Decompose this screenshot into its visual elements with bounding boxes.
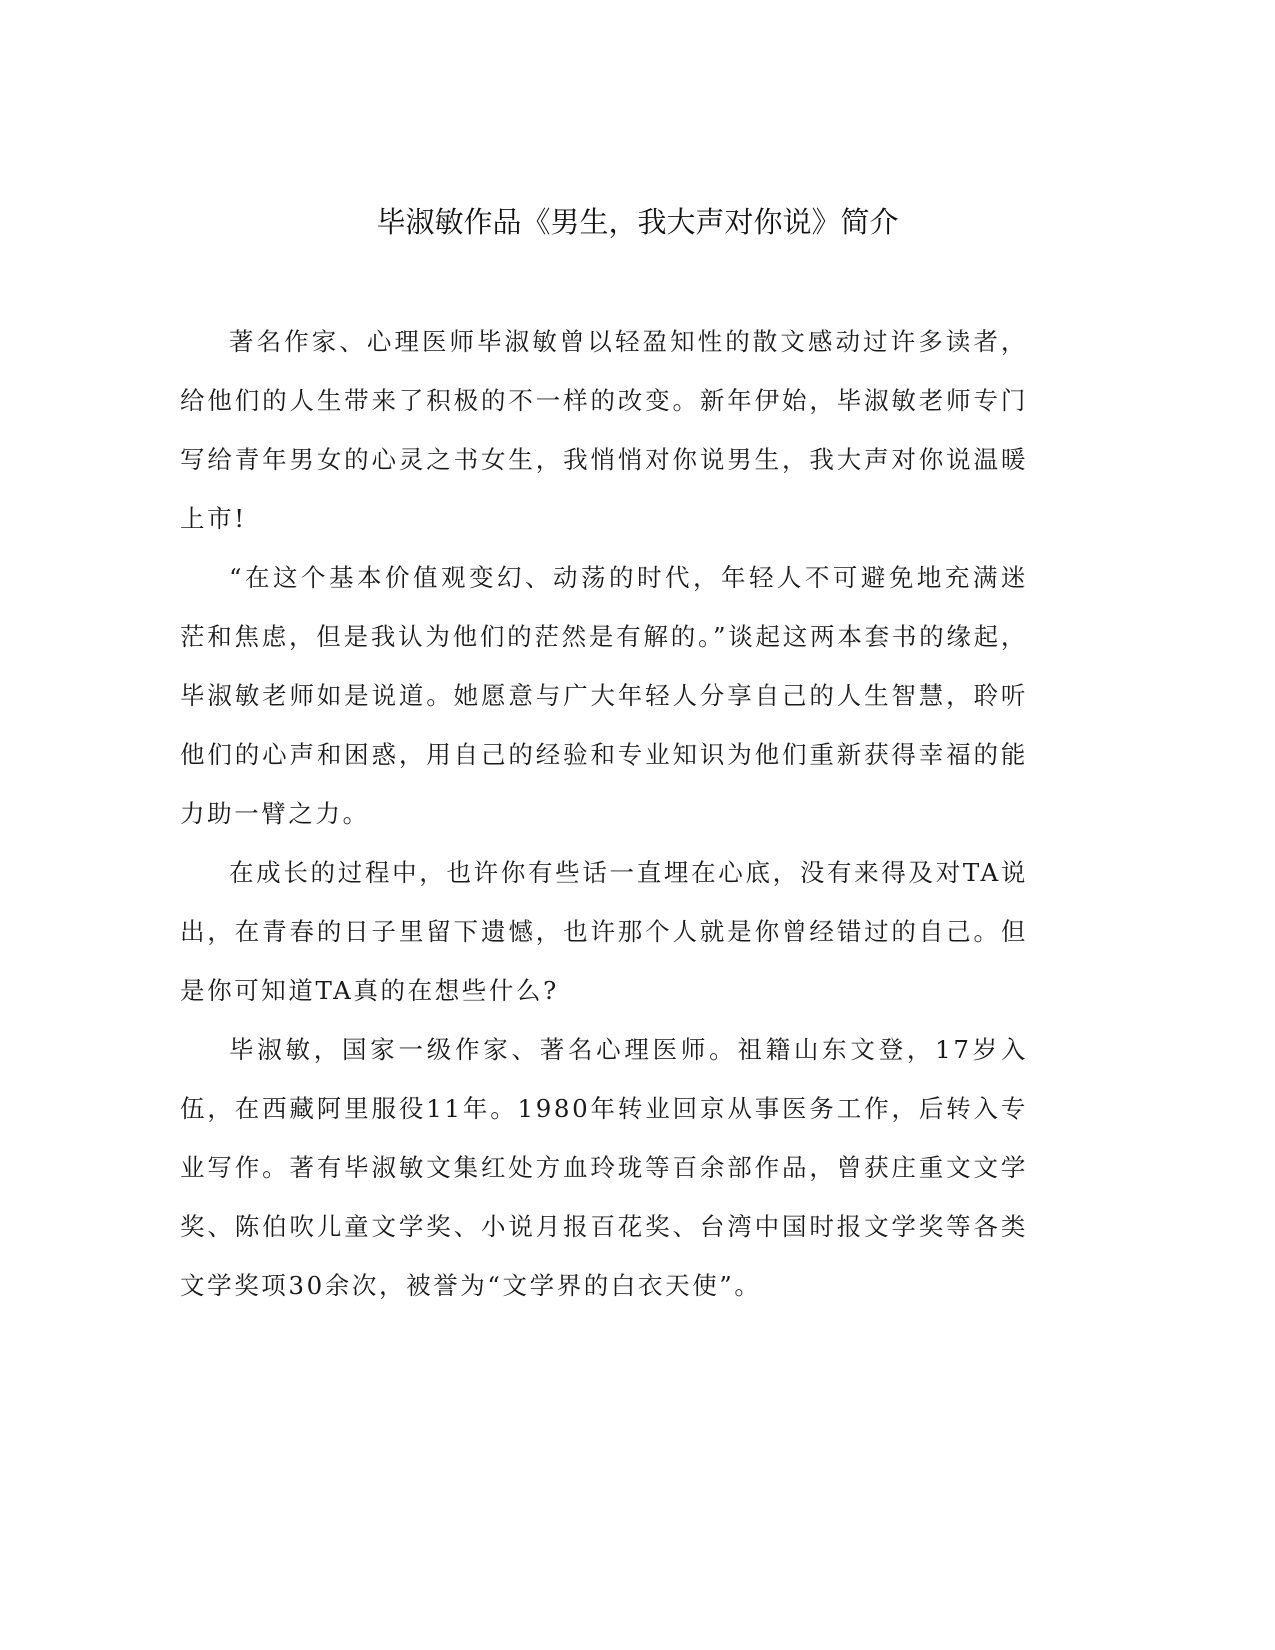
paragraph-3: 在成长的过程中，也许你有些话一直埋在心底，没有来得及对TA说出，在青春的日子里留下遗憾，也许那个人就是你曾经错过的自己。但是你可知道TA真的在想些什么? [180,858,1028,1005]
paragraph-4: 毕淑敏，国家一级作家、著名心理医师。祖籍山东文登，17岁入伍，在西藏阿里服役11年。1980年转业回京从事医务工作，后转入专业写作。著有毕淑敏文集红处方血玲珑等百余部作品，曾获庄重文文学奖、陈伯吹儿童文学奖、小说月报百花奖、台湾中国时报文学奖等各类文学奖项30余次，被誉为“文学界的白衣天使”。 [180,1035,1028,1300]
document-body [180,312,1028,1315]
paragraph-2: “在这个基本价值观变幻、动荡的时代，年轻人不可避免地充满迷茫和焦虑，但是我认为他们的茫然是有解的。”谈起这两本套书的缘起，毕淑敏老师如是说道。她愿意与广大年轻人分享自己的人生智慧，聆听他们的心声和困惑，用自己的经验和专业知识为他们重新获得幸福的能力助一臂之力。 [180,563,1028,828]
paragraph-1: 著名作家、心理医师毕淑敏曾以轻盈知性的散文感动过许多读者，给他们的人生带来了积极的不一样的改变。新年伊始，毕淑敏老师专门写给青年男女的心灵之书女生，我悄悄对你说男生，我大声对你说温暖上市! [180,327,1028,533]
document-title: 毕淑敏作品《男生，我大声对你说》简介 [376,205,899,239]
